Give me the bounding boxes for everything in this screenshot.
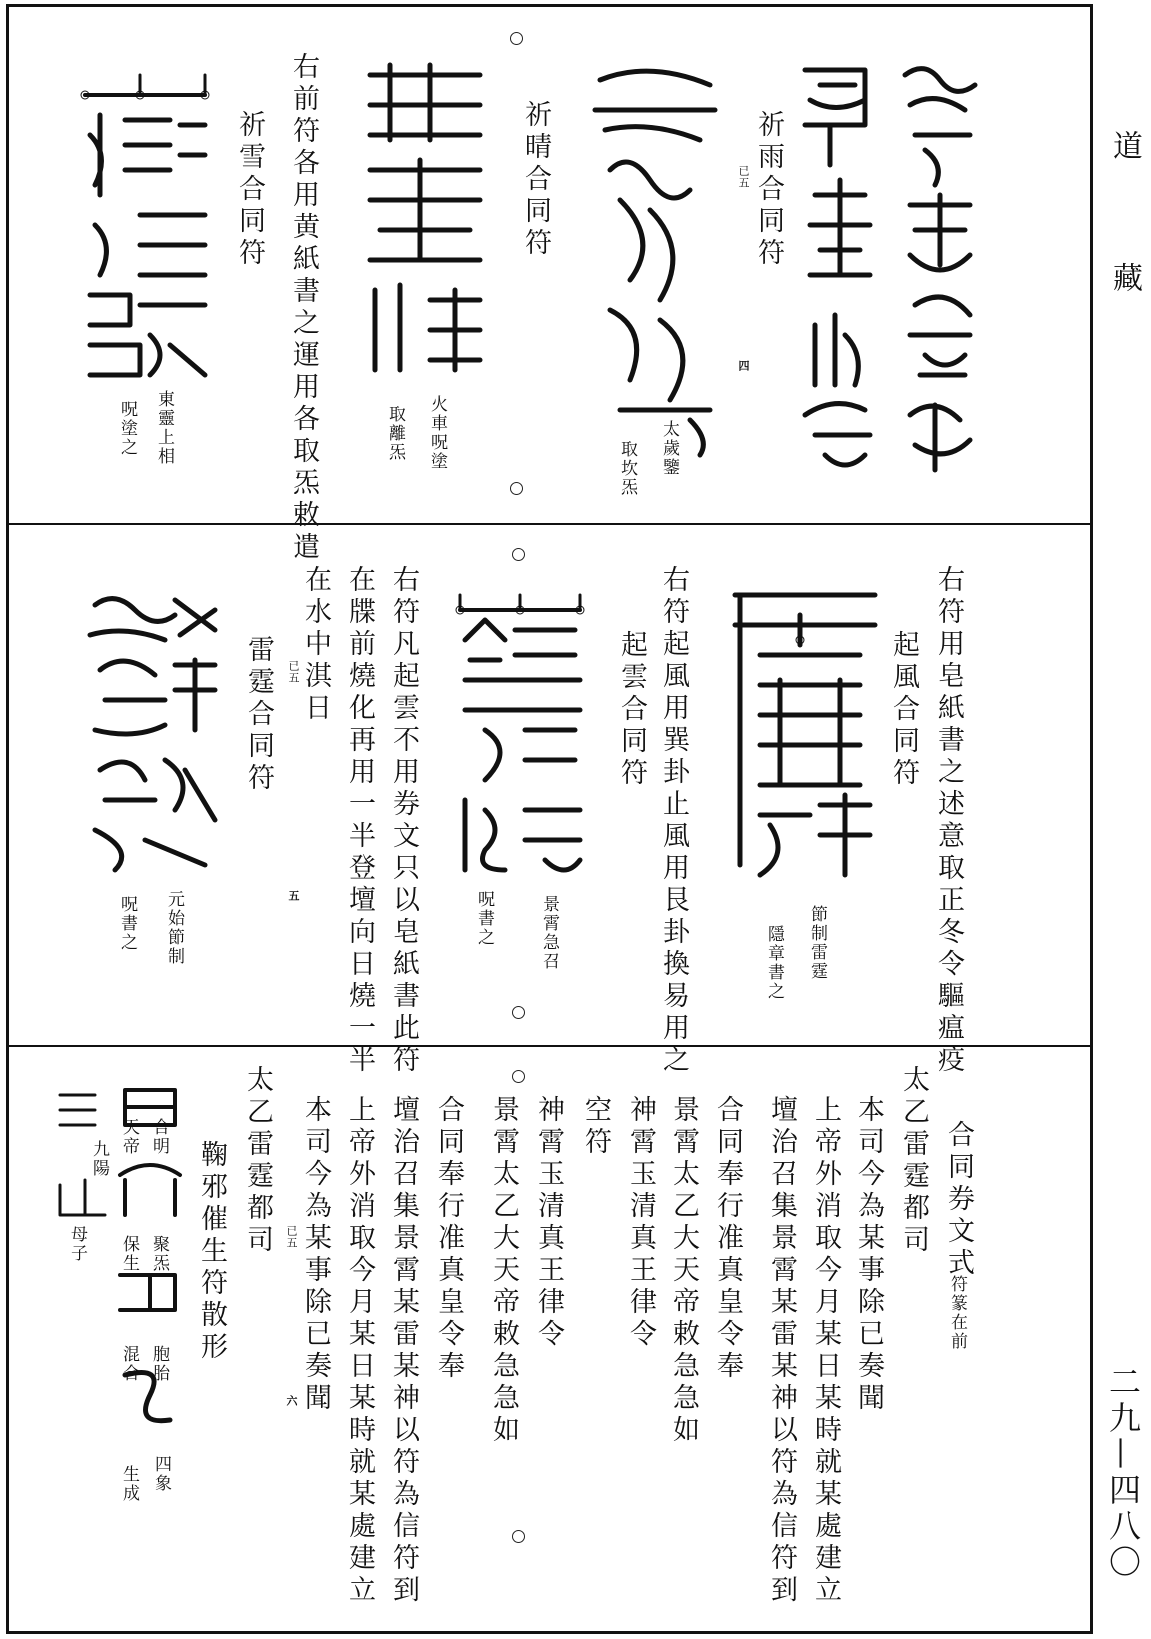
snow-note-b: 呪塗之 [117, 400, 137, 457]
contract-col-4: 壇治召集景霄某雷某神以符為信符到 [766, 1095, 797, 1607]
birth-label-sheng: 生成 [119, 1465, 139, 1503]
rain-note-b: 取坎炁 [617, 440, 637, 497]
birth-label-hun: 混合 [119, 1345, 139, 1383]
snow-note-a: 東靈上相 [154, 390, 174, 466]
birth-label-he: 合明 [149, 1118, 169, 1156]
birth-label-jiu: 九陽 [89, 1140, 109, 1178]
birth-label-si: 四象 [151, 1455, 171, 1493]
rain-talisman-seal-left [795, 55, 880, 475]
instruction-cloud-3: 在水中淇日 [300, 565, 331, 725]
snow-talisman-seal [80, 75, 210, 385]
contract-col-5: 合同奉行准真皇令奉 [712, 1095, 743, 1383]
alignment-circle-marker [510, 482, 523, 495]
wind-note-b: 隱章書之 [764, 925, 784, 1001]
contract-col-10: 景霄太乙大天帝敕急急如 [488, 1095, 519, 1447]
page-number: 二九—四八〇 [1104, 1365, 1142, 1581]
alignment-circle-marker [512, 548, 525, 561]
blank-talisman-label: 空符 [580, 1095, 611, 1159]
rain-talisman-seal-right [895, 55, 980, 475]
alignment-circle-marker [512, 1070, 525, 1083]
wind-talisman-seal [730, 585, 880, 885]
instruction-wind: 右符起風用巽卦止風用艮卦換易用之 [658, 565, 689, 1077]
contract-col-14: 本司今為某事除已奏聞 [300, 1095, 331, 1415]
thunder-note-b: 呪書之 [117, 895, 137, 952]
edition-mark: 已五 [287, 660, 300, 684]
wind-note-a: 節制雷霆 [807, 905, 827, 981]
clear-sky-talisman-label: 祈晴合同符 [520, 100, 551, 260]
instruction-cloud-1: 右符凡起雲不用券文只以皂紙書此符 [388, 565, 419, 1077]
contract-col-1: 太乙雷霆都司 [898, 1065, 929, 1257]
contract-col-3: 上帝外消取今月某日某時就某處建立 [810, 1095, 841, 1607]
alignment-circle-marker [510, 32, 523, 45]
contract-col-2: 本司今為某事除已奏聞 [853, 1095, 884, 1415]
cloud-note-a: 景霄急召 [539, 895, 559, 971]
snow-talisman-label: 祈雪合同符 [234, 110, 265, 270]
page-mark: 四 [737, 360, 750, 372]
page-mark: 五 [287, 890, 300, 902]
thunder-note-a: 元始節制 [164, 890, 184, 966]
contract-col-11: 合同奉行准真皇令奉 [433, 1095, 464, 1383]
birth-talisman-label: 鞠邪催生符散形 [196, 1140, 227, 1364]
contract-col-9: 神霄玉清真王律令 [533, 1095, 564, 1351]
clear-note-a: 火車呪塗 [427, 395, 447, 471]
alignment-circle-marker [512, 1006, 525, 1019]
instruction-cloud-2: 在牒前燒化再用一半登壇向日燒一半 [344, 565, 375, 1077]
contract-col-13: 上帝外消取今月某日某時就某處建立 [344, 1095, 375, 1607]
section-divider-1 [6, 523, 1093, 525]
contract-col-15: 太乙雷霆都司 [242, 1065, 273, 1257]
instruction-section1: 右前符各用黄紙書之運用各取炁敕遣 [288, 52, 319, 564]
thunder-talisman-label: 雷霆合同符 [243, 635, 274, 795]
thunder-talisman-seal [85, 590, 220, 880]
cloud-talisman-label: 起雲合同符 [616, 630, 647, 790]
contract-col-7: 神霄玉清真王律令 [625, 1095, 656, 1351]
clear-sky-talisman-seal [590, 60, 720, 460]
edition-mark: 已五 [737, 165, 750, 189]
birth-label-bao: 保生 [119, 1235, 139, 1273]
birth-label-tian: 天帝 [119, 1118, 139, 1156]
collection-title: 道 藏 [1107, 130, 1142, 306]
cloud-talisman-seal [455, 590, 585, 880]
clear-sky-talisman-seal-2 [360, 60, 490, 390]
birth-label-bao2: 胞胎 [149, 1345, 169, 1383]
instruction-dark-paper: 右符用皂紙書之述意取正冬令驅瘟疫 [933, 565, 964, 1077]
birth-label-mu: 母子 [67, 1225, 87, 1263]
page-mark: 六 [285, 1395, 298, 1407]
alignment-circle-marker [512, 1530, 525, 1543]
wind-talisman-label: 起風合同符 [888, 630, 919, 790]
contract-col-6: 景霄太乙大天帝敕急急如 [668, 1095, 699, 1447]
cloud-note-b: 呪書之 [474, 890, 494, 947]
rain-talisman-label: 祈雨合同符 [753, 110, 784, 270]
edition-mark: 已五 [285, 1225, 298, 1249]
clear-note-b: 取離炁 [385, 405, 405, 462]
contract-title: 合同券文式 [943, 1120, 974, 1280]
contract-col-12: 壇治召集景霄某雷某神以符為信符到 [388, 1095, 419, 1607]
birth-label-ju: 聚炁 [149, 1235, 169, 1273]
section-divider-2 [6, 1045, 1093, 1047]
rain-note-a: 太歲鑒 [659, 420, 679, 477]
contract-title-note: 符篆在前 [947, 1275, 967, 1351]
